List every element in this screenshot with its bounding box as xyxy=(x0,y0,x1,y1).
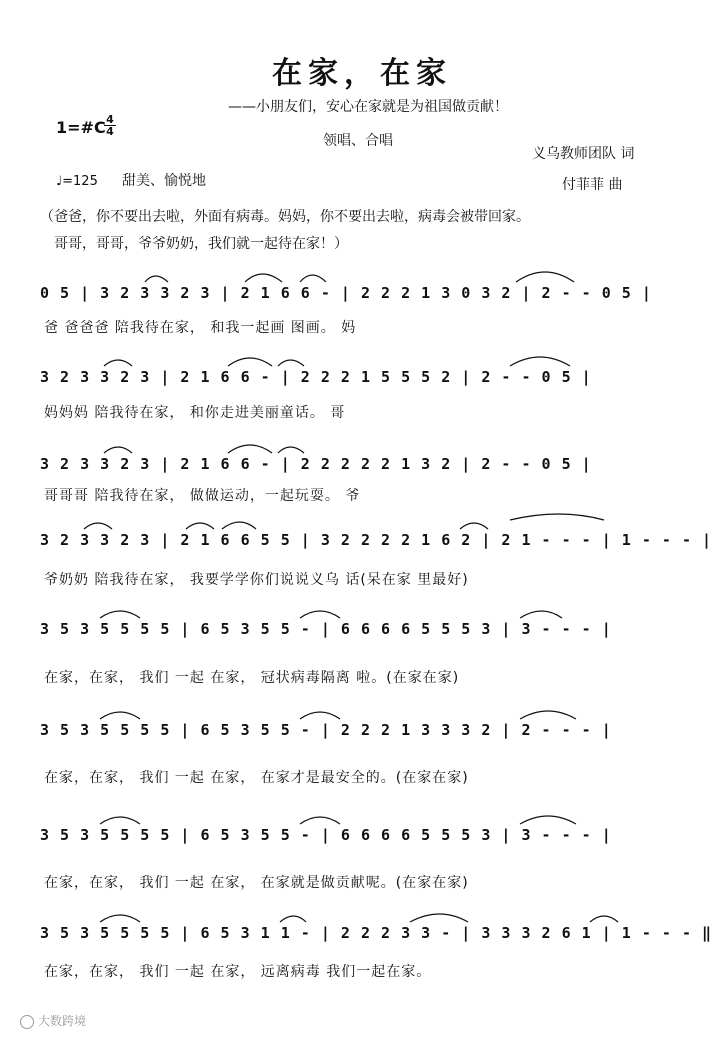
watermark-logo-icon xyxy=(20,1015,34,1029)
slur xyxy=(228,358,272,366)
song-subtitle: ——小朋友们，安心在家就是为祖国做贡献！ xyxy=(228,99,508,115)
slur xyxy=(520,711,576,719)
lyric-line: 在家，在家， 我们 一起 在家， 在家就是做贡献呢。(在家在家) xyxy=(44,875,469,891)
notation-line: 3 5 3 5 5 5 5 | 6 5 3 5 5 - | 2 2 2 1 3 3 3 2 | 2 - - - | xyxy=(40,721,612,739)
slur xyxy=(300,611,340,618)
slur xyxy=(300,275,326,282)
notation-line: 3 2 3 3 2 3 | 2 1 6 6 5 5 | 3 2 2 2 2 1 6 2 | 2 1 - - - | 1 - - - | xyxy=(40,531,713,549)
slur xyxy=(590,916,618,922)
lyric-line: 哥哥哥 陪我待在家， 做做运动，一起玩耍。 爷 xyxy=(44,488,361,504)
time-signature-top: 4 xyxy=(106,113,114,126)
slur xyxy=(100,817,140,824)
watermark xyxy=(20,1012,86,1029)
watermark-text: 大数跨境 xyxy=(38,1014,87,1028)
notation-line: 3 5 3 5 5 5 5 | 6 5 3 5 5 - | 6 6 6 6 5 5 5 3 | 3 - - - | xyxy=(40,826,612,844)
slur xyxy=(510,514,604,520)
slur xyxy=(278,360,304,366)
notation-line: 3 2 3 3 2 3 | 2 1 6 6 - | 2 2 2 2 2 1 3 2 | 2 - - 0 5 | xyxy=(40,455,592,473)
notation-line: 3 5 3 5 5 5 5 | 6 5 3 1 1 - | 2 2 2 3 3 - | 3 3 3 2 6 1 | 1 - - - ‖ xyxy=(40,924,713,942)
time-signature-bottom: 4 xyxy=(104,125,116,137)
notation-line: 3 5 3 5 5 5 5 | 6 5 3 5 5 - | 6 6 6 6 5 5 5 3 | 3 - - - | xyxy=(40,620,612,638)
performance-form: 领唱、合唱 xyxy=(323,133,393,149)
slur xyxy=(460,523,488,529)
tempo-value: ♩=125 xyxy=(56,174,98,189)
slur xyxy=(100,712,140,719)
slur xyxy=(300,712,340,719)
slur xyxy=(280,916,306,922)
slur xyxy=(222,522,256,529)
lyricist-credit: 义乌教师团队 词 xyxy=(532,146,635,162)
slur xyxy=(145,276,168,282)
notation-line: 3 2 3 3 2 3 | 2 1 6 6 - | 2 2 2 1 5 5 5 2 | 2 - - 0 5 | xyxy=(40,368,592,386)
slur xyxy=(100,611,140,618)
lyric-line: 在家，在家， 我们 一起 在家， 冠状病毒隔离 啦。(在家在家) xyxy=(44,670,460,686)
slur xyxy=(520,611,562,618)
spoken-intro-line: 哥哥，哥哥，爷爷奶奶，我们就一起待在家！） xyxy=(54,236,348,252)
slur xyxy=(228,445,272,453)
slur xyxy=(100,915,140,922)
slur xyxy=(104,360,132,366)
composer-credit: 付菲菲 曲 xyxy=(562,177,623,193)
lyric-line: 妈妈妈 陪我待在家， 和你走进美丽童话。 哥 xyxy=(44,405,346,421)
lyric-line: 爷奶奶 陪我待在家， 我要学学你们说说义乌 话(呆在家 里最好) xyxy=(44,572,469,588)
slur xyxy=(245,274,282,282)
slur xyxy=(104,447,132,453)
slur xyxy=(520,816,576,824)
lyric-line: 爸 爸爸爸 陪我待在家， 和我一起画 图画。 妈 xyxy=(44,320,357,336)
notation-line: 0 5 | 3 2 3 3 2 3 | 2 1 6 6 - | 2 2 2 1 3 0 3 2 | 2 - - 0 5 | xyxy=(40,284,652,302)
slur xyxy=(300,817,340,824)
lyric-line: 在家，在家， 我们 一起 在家， 远离病毒 我们一起在家。 xyxy=(44,964,432,980)
slur xyxy=(84,523,112,529)
slur xyxy=(516,272,574,282)
slur xyxy=(410,914,468,922)
key-signature: 1=#C xyxy=(56,118,106,137)
slur xyxy=(278,447,304,453)
mood-marking: 甜美、愉悦地 xyxy=(121,173,206,189)
spoken-intro-line: （爸爸，你不要出去啦，外面有病毒。妈妈，你不要出去啦，病毒会被带回家。 xyxy=(40,209,530,225)
slur xyxy=(510,357,570,366)
lyric-line: 在家，在家， 我们 一起 在家， 在家才是最安全的。(在家在家) xyxy=(44,770,469,786)
slur xyxy=(186,523,214,529)
song-title: 在家，在家 xyxy=(272,56,452,91)
